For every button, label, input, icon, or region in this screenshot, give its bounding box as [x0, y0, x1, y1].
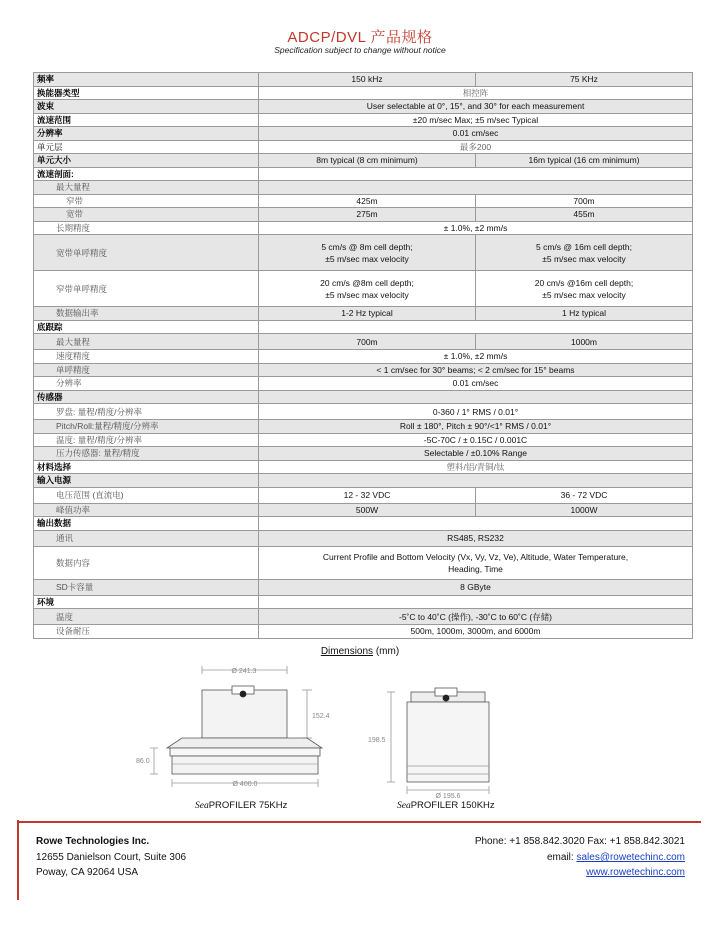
cell-value	[259, 181, 693, 195]
dimensions-unit: (mm)	[375, 646, 400, 657]
table-row	[34, 530, 693, 546]
row-label: 波束	[34, 100, 259, 114]
table-row	[34, 625, 693, 639]
address-line-1: 12655 Danielson Court, Suite 306	[36, 852, 187, 863]
row-label: 频率	[34, 73, 259, 87]
row-label: 单元大小	[34, 154, 259, 168]
table-row	[34, 487, 693, 503]
table-row	[34, 433, 693, 447]
footer-accent-bar	[17, 820, 19, 900]
row-label: 速度精度	[34, 350, 259, 364]
row-label: 最大量程	[34, 334, 259, 350]
cell-line: 20 cm/s @8m cell depth;	[320, 277, 414, 288]
diameter-label: Ø 195.6	[435, 793, 461, 800]
row-label: 数据内容	[34, 546, 259, 579]
cell-value: -5˚C to 40˚C (操作), -30˚C to 60˚C (存储)	[259, 609, 693, 625]
cell-value: 700m	[476, 194, 693, 208]
table-row	[34, 350, 693, 364]
table-row	[34, 86, 693, 100]
row-label: 底跟踪	[34, 320, 259, 334]
row-label: 压力传感器: 量程/精度	[34, 447, 259, 461]
cell-value: 1 Hz typical	[476, 307, 693, 321]
cell-value: ±20 m/sec Max; ±5 m/sec Typical	[259, 113, 693, 127]
cell-line: ±5 m/sec max velocity	[325, 289, 409, 300]
table-row	[34, 113, 693, 127]
table-row	[34, 595, 693, 609]
cell-value: < 1 cm/sec for 30° beams; < 2 cm/sec for 15° beams	[259, 363, 693, 377]
cell-value: 700m	[259, 334, 476, 350]
cell-line: ±5 m/sec max velocity	[325, 253, 409, 264]
cell-value: 最多200	[259, 140, 693, 154]
row-label: 温度	[34, 609, 259, 625]
cell-value	[259, 474, 693, 488]
cell-value: 12 - 32 VDC	[259, 487, 476, 503]
cell-value	[259, 390, 693, 404]
cell-line: 5 cm/s @ 8m cell depth;	[321, 241, 413, 252]
caption-brand: Sea	[397, 801, 411, 811]
cell-value: 16m typical (16 cm minimum)	[476, 154, 693, 168]
height-label: 198.5	[368, 737, 386, 744]
table-row	[34, 154, 693, 168]
table-row	[34, 546, 693, 579]
table-row	[34, 517, 693, 531]
cell-value: 500W	[259, 503, 476, 517]
cell-value	[259, 235, 476, 271]
cell-value	[476, 271, 693, 307]
email-link[interactable]: sales@rowetechinc.com	[576, 852, 685, 863]
profiler-75khz-drawing	[132, 660, 342, 805]
caption-model: PROFILER 75KHz	[208, 800, 288, 811]
cell-value: 塑料/铝/青铜/钛	[259, 460, 693, 474]
cell-value: 275m	[259, 208, 476, 222]
cell-line: 5 cm/s @ 16m cell depth;	[535, 241, 633, 252]
cell-value: 1000W	[476, 503, 693, 517]
table-row	[34, 377, 693, 391]
cell-value	[259, 595, 693, 609]
row-label: 窄带单呼精度	[34, 271, 259, 307]
page-subtitle: Specification subject to change without notice	[274, 45, 446, 55]
cell-value: 1-2 Hz typical	[259, 307, 476, 321]
spec-table	[33, 72, 693, 639]
table-row	[34, 390, 693, 404]
table-row	[34, 579, 693, 595]
row-label: 宽带单呼精度	[34, 235, 259, 271]
cell-line: Current Profile and Bottom Velocity (Vx, Vy, Vz, Ve), Altitude, Water Temperature,	[322, 551, 629, 562]
table-row	[34, 221, 693, 235]
row-label: 电压范围 (直流电)	[34, 487, 259, 503]
dimensions-title: Dimensions	[320, 646, 374, 657]
page-title: ADCP/DVL 产品规格	[287, 29, 433, 46]
cell-value: RS485, RS232	[259, 530, 693, 546]
email-line	[547, 852, 685, 863]
cell-line: ±5 m/sec max velocity	[542, 289, 626, 300]
base-diameter-label: Ø 400.0	[232, 781, 258, 788]
cell-value: -5C-70C / ± 0.15C / 0.001C	[259, 433, 693, 447]
table-row	[34, 363, 693, 377]
profiler-75khz-caption	[195, 800, 287, 811]
row-label: 单元层	[34, 140, 259, 154]
table-row	[34, 167, 693, 181]
cell-value: 500m, 1000m, 3000m, and 6000m	[259, 625, 693, 639]
cell-value: Selectable / ±0.10% Range	[259, 447, 693, 461]
cell-value	[259, 546, 693, 579]
address-line-2: Poway, CA 92064 USA	[36, 867, 139, 878]
table-row	[34, 127, 693, 141]
dimensions-heading	[0, 646, 720, 657]
table-row	[34, 194, 693, 208]
table-row	[34, 447, 693, 461]
row-label: 宽带	[34, 208, 259, 222]
base-height-label: 86.0	[136, 758, 150, 765]
row-label: 环境	[34, 595, 259, 609]
row-label: 数据输出率	[34, 307, 259, 321]
cell-line: 20 cm/s @16m cell depth;	[534, 277, 634, 288]
row-label: 换能器类型	[34, 86, 259, 100]
table-row	[34, 320, 693, 334]
cell-value: 75 KHz	[476, 73, 693, 87]
top-diameter-label: Ø 241.3	[231, 668, 257, 675]
cell-value	[259, 167, 693, 181]
cell-value	[476, 235, 693, 271]
cell-value	[259, 271, 476, 307]
cell-line: Heading, Time	[448, 563, 503, 574]
table-row	[34, 503, 693, 517]
table-row	[34, 307, 693, 321]
cell-value: User selectable at 0°, 15°, and 30° for each measurement	[259, 100, 693, 114]
cell-value	[259, 517, 693, 531]
footer-divider	[17, 821, 701, 823]
row-label: 分辨率	[34, 127, 259, 141]
row-label: 流速范围	[34, 113, 259, 127]
row-label: 峰值功率	[34, 503, 259, 517]
cell-value: 相控阵	[259, 86, 693, 100]
cell-value: 0.01 cm/sec	[259, 127, 693, 141]
cell-value: Roll ± 180°, Pitch ± 90°/<1° RMS / 0.01°	[259, 420, 693, 434]
company-name	[36, 836, 149, 847]
row-label: 单呼精度	[34, 363, 259, 377]
row-label: 通讯	[34, 530, 259, 546]
table-row	[34, 208, 693, 222]
caption-model: PROFILER 150KHz	[410, 800, 495, 811]
email-label: email:	[547, 852, 574, 863]
row-label: 传感器	[34, 390, 259, 404]
cell-value	[259, 320, 693, 334]
profiler-150khz-drawing	[365, 680, 515, 805]
row-label: 窄带	[34, 194, 259, 208]
table-row	[34, 181, 693, 195]
cell-value: 36 - 72 VDC	[476, 487, 693, 503]
row-label: 输出数据	[34, 517, 259, 531]
cell-line: ±5 m/sec max velocity	[542, 253, 626, 264]
height-label: 152.4	[312, 713, 330, 720]
row-label: Pitch/Roll:量程/精度/分辨率	[34, 420, 259, 434]
table-row	[34, 140, 693, 154]
cell-value: 0-360 / 1° RMS / 0.01°	[259, 404, 693, 420]
table-row	[34, 73, 693, 87]
row-label: 温度: 量程/精度/分辨率	[34, 433, 259, 447]
row-label: SD卡容量	[34, 579, 259, 595]
cell-value: 8 GByte	[259, 579, 693, 595]
cell-value: ± 1.0%, ±2 mm/s	[259, 350, 693, 364]
row-label: 材料选择	[34, 460, 259, 474]
cell-value: ± 1.0%, ±2 mm/s	[259, 221, 693, 235]
cell-value: 0.01 cm/sec	[259, 377, 693, 391]
row-label: 最大量程	[34, 181, 259, 195]
row-label: 长期精度	[34, 221, 259, 235]
table-row	[34, 460, 693, 474]
caption-brand: Sea	[195, 801, 209, 811]
row-label: 罗盘: 量程/精度/分辨率	[34, 404, 259, 420]
table-row	[34, 474, 693, 488]
cell-value: 425m	[259, 194, 476, 208]
profiler-150khz-caption	[397, 800, 495, 811]
table-row	[34, 404, 693, 420]
row-label: 流速剖面:	[34, 167, 259, 181]
row-label: 设备耐压	[34, 625, 259, 639]
row-label: 分辨率	[34, 377, 259, 391]
table-row	[34, 235, 693, 271]
table-row	[34, 609, 693, 625]
table-row	[34, 420, 693, 434]
website-link[interactable]: www.rowetechinc.com	[586, 867, 685, 878]
table-row	[34, 271, 693, 307]
cell-value: 8m typical (8 cm minimum)	[259, 154, 476, 168]
company-name-text: Rowe Technologies Inc.	[36, 836, 150, 847]
table-row	[34, 334, 693, 350]
cell-value: 150 kHz	[259, 73, 476, 87]
table-row	[34, 100, 693, 114]
phone-fax: Phone: +1 858.842.3020 Fax: +1 858.842.3021	[474, 836, 685, 847]
cell-value: 455m	[476, 208, 693, 222]
row-label: 输入电源	[34, 474, 259, 488]
cell-value: 1000m	[476, 334, 693, 350]
